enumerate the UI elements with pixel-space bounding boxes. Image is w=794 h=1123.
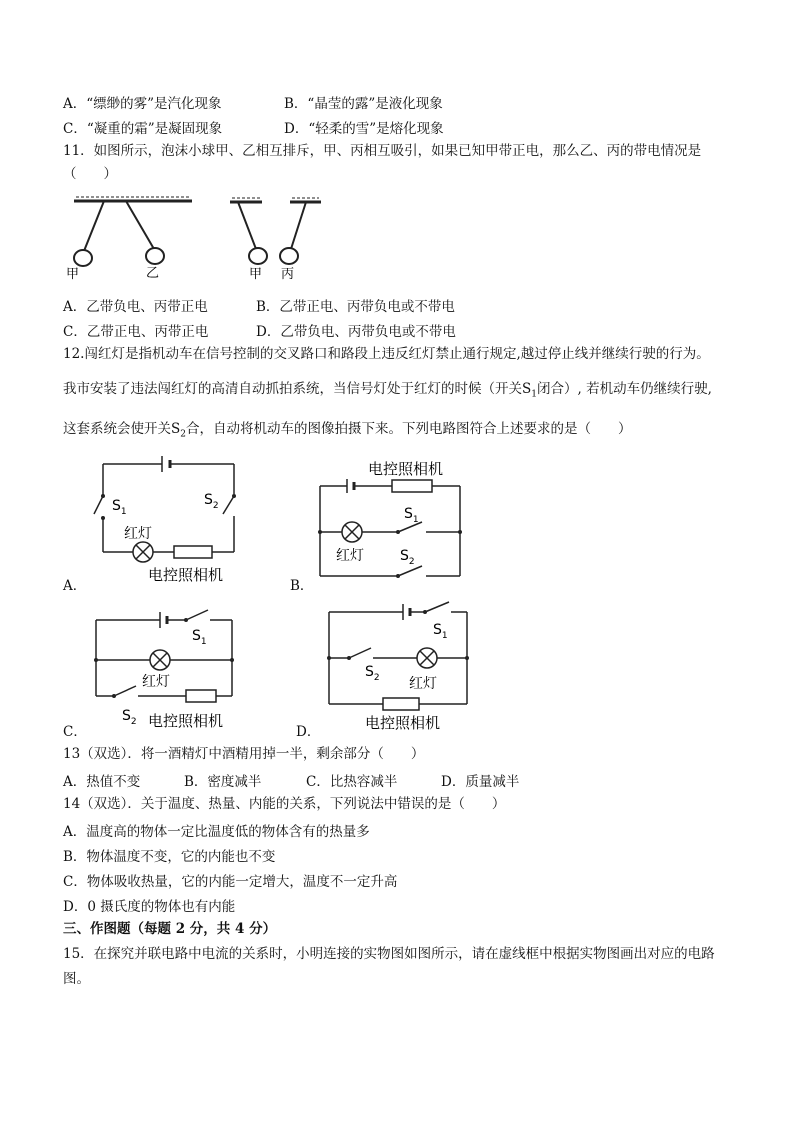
q11-option-d: D．乙带负电、丙带负电或不带电 xyxy=(256,324,456,340)
circuit-d xyxy=(315,594,485,734)
label-jia-1: 甲 xyxy=(66,267,80,282)
q13-option-d: D．质量减半 xyxy=(441,774,520,790)
switch-s1-label: $S_1$ xyxy=(112,498,127,517)
string-bing xyxy=(291,202,306,249)
switch-s1-label: $S_1$ xyxy=(433,622,448,641)
switch-s2-label: $S_2$ xyxy=(122,708,137,727)
circuit-a xyxy=(88,452,258,587)
switch-s2-label: $S_2$ xyxy=(204,492,219,511)
q12-label-d: D． xyxy=(296,724,321,740)
switch-s2-label: $S_2$ xyxy=(365,664,380,683)
camera-label: 电控照相机 xyxy=(148,712,224,730)
q10-option-d: D．“轻柔的雪”是熔化现象 xyxy=(284,121,444,137)
q13-option-a: A．热值不变 xyxy=(63,774,141,790)
q13-stem: 13（双选）．将一酒精灯中酒精用掉一半，剩余部分（ ） xyxy=(63,746,425,762)
q11-option-b: B．乙带正电、丙带负电或不带电 xyxy=(256,299,455,315)
q12-label-c: C． xyxy=(63,724,87,740)
camera-label: 电控照相机 xyxy=(368,460,444,478)
q12-label-b: B． xyxy=(290,578,314,594)
string-yi xyxy=(126,201,154,249)
q15-stem-line2: 图。 xyxy=(63,971,90,987)
q13-option-c: C．比热容减半 xyxy=(306,774,398,790)
q11-option-c: C．乙带正电、丙带正电 xyxy=(63,324,209,340)
circuit-c xyxy=(82,598,252,733)
string-jia-2 xyxy=(238,202,256,249)
ceiling-left xyxy=(74,197,192,201)
q14-option-b: B．物体温度不变，它的内能也不变 xyxy=(63,849,276,865)
string-jia xyxy=(84,201,104,251)
switch-s2-label: $S_2$ xyxy=(400,548,415,567)
q10-option-b: B．“晶莹的露”是液化现象 xyxy=(284,96,443,112)
q12-stem-line2: 我市安装了违法闯红灯的高清自动抓拍系统，当信号灯处于红灯的时候（开关$S_1$闭合）, 若机动车仍继续行驶, xyxy=(63,381,712,400)
ball-jia xyxy=(74,250,92,266)
q11-figure xyxy=(66,193,336,283)
q14-stem: 14（双选）．关于温度、热量、内能的关系，下列说法中错误的是（ ） xyxy=(63,796,506,812)
q15-stem-line1: 15．在探究并联电路中电流的关系时，小明连接的实物图如图所示，请在虚线框中根据实物图画出对应的电路 xyxy=(63,946,715,962)
camera-label: 电控照相机 xyxy=(148,566,224,584)
camera-label: 电控照相机 xyxy=(365,714,441,732)
ball-bing xyxy=(280,248,298,264)
section-heading: 三、作图题（每题 2 分，共 4 分） xyxy=(63,921,277,937)
label-jia-2: 甲 xyxy=(249,267,263,282)
q10-option-c: C．“凝重的霜”是凝固现象 xyxy=(63,121,223,137)
q12-stem-line1: 12.闯红灯是指机动车在信号控制的交叉路口和路段上违反红灯禁止通行规定,越过停止线并继续行驶的行为。 xyxy=(63,346,710,362)
ball-jia-2 xyxy=(249,248,267,264)
q11-option-a: A．乙带负电、丙带正电 xyxy=(63,299,208,315)
q10-option-a: A．“缥缈的雾”是汽化现象 xyxy=(63,96,222,112)
circuit-b xyxy=(310,452,480,587)
ball-yi xyxy=(146,248,164,264)
switch-s1-label: $S_1$ xyxy=(192,628,207,647)
lamp-label: 红灯 xyxy=(142,674,170,690)
q13-option-b: B．密度减半 xyxy=(184,774,262,790)
q11-stem: 11．如图所示，泡沫小球甲、乙相互排斥，甲、丙相互吸引，如果已知甲带正电，那么乙、丙的带电情况是 xyxy=(63,143,702,159)
lamp-label: 红灯 xyxy=(124,526,152,542)
q12-stem-line3: 这套系统会使开关$S_2$合，自动将机动车的图像拍摄下来。下列电路图符合上述要求的是（ ） xyxy=(63,421,632,440)
q14-option-d: D．0 摄氏度的物体也有内能 xyxy=(63,899,236,915)
q11-blank: （ ） xyxy=(63,166,117,182)
label-bing: 丙 xyxy=(281,267,295,282)
lamp-label: 红灯 xyxy=(336,548,364,564)
q12-label-a: A． xyxy=(63,578,87,594)
q14-option-c: C．物体吸收热量，它的内能一定增大，温度不一定升高 xyxy=(63,874,398,890)
label-yi: 乙 xyxy=(146,266,160,281)
q14-option-a: A．温度高的物体一定比温度低的物体含有的热量多 xyxy=(63,824,370,840)
lamp-label: 红灯 xyxy=(409,676,437,692)
switch-s1-label: $S_1$ xyxy=(404,506,419,525)
